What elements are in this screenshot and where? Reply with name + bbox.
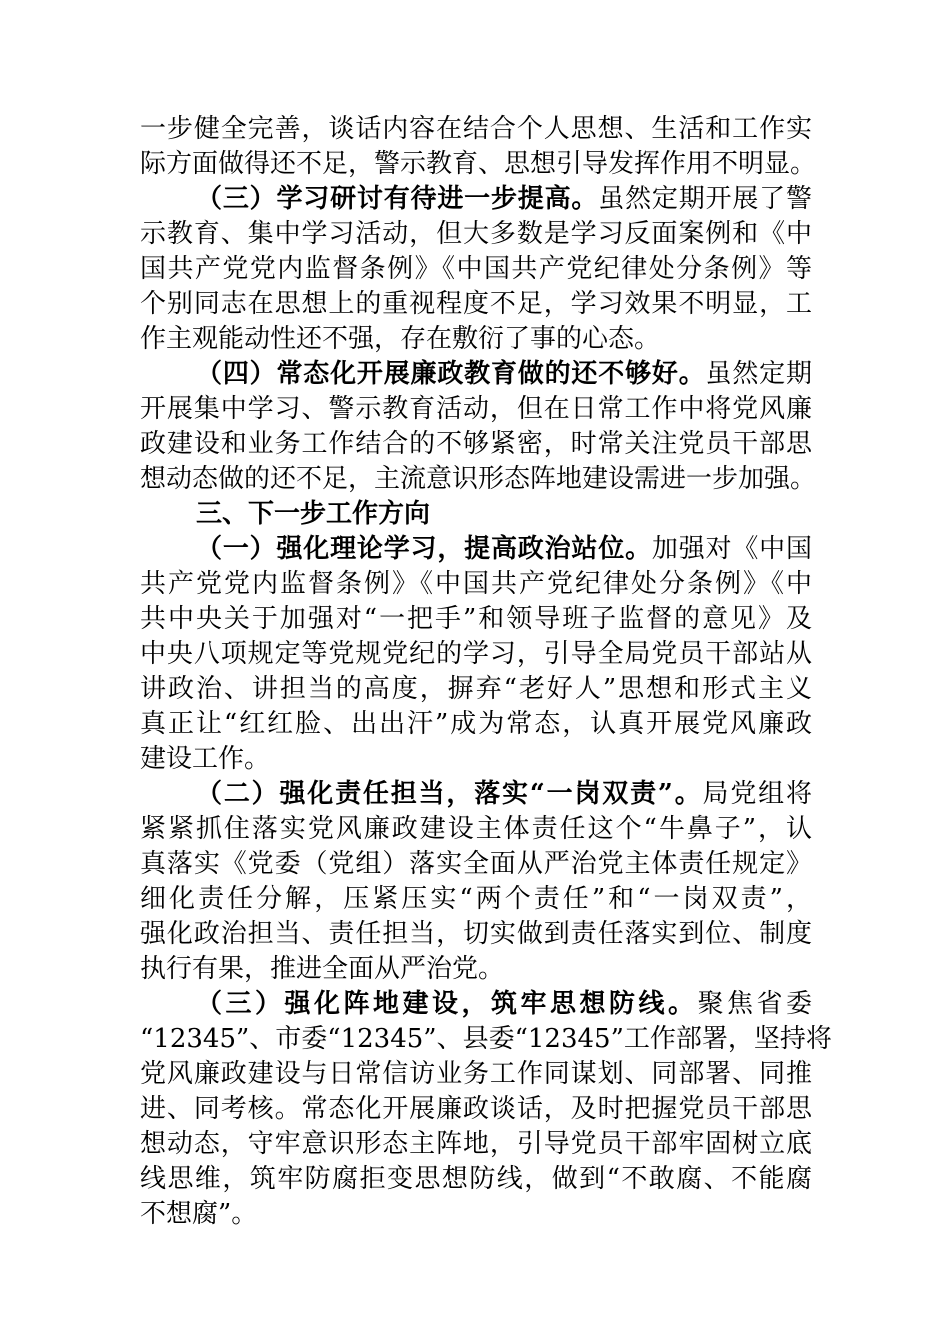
paragraph-lead: （四）常态化开展廉政教育做的还不够好。 bbox=[196, 359, 706, 389]
text-line: 讲政治、讲担当的高度，摒弃“老好人”思想和形式主义 bbox=[140, 674, 812, 704]
text-line: 个别同志在思想上的重视程度不足，学习效果不明显，工 bbox=[140, 289, 812, 319]
paragraph-text: 局党组将 bbox=[702, 779, 812, 809]
text-line: 建设工作。 bbox=[140, 744, 271, 774]
section-heading bbox=[140, 497, 812, 532]
paragraph-text: 加强对《中国 bbox=[651, 534, 812, 564]
text-line: 想动态做的还不足，主流意识形态阵地建设需进一步加强。 bbox=[140, 464, 817, 494]
text-line: 真正让“红红脸、出出汗”成为常态，认真开展党风廉政 bbox=[140, 709, 812, 739]
text-line: 执行有果，推进全面从严治党。 bbox=[140, 954, 505, 984]
text-line: 中央八项规定等党规党纪的学习，引导全局党员干部站从 bbox=[140, 639, 812, 669]
text-line: 不想腐”。 bbox=[140, 1199, 258, 1229]
paragraph-lead: （三）学习研讨有待进一步提高。 bbox=[196, 184, 599, 214]
text-line: 紧紧抓住落实党风廉政建设主体责任这个“牛鼻子”，认 bbox=[140, 814, 812, 844]
paragraph bbox=[140, 532, 812, 777]
paragraph-lead: （一）强化理论学习，提高政治站位。 bbox=[196, 534, 652, 564]
text-line: 进、同考核。常态化开展廉政谈话，及时把握党员干部思 bbox=[140, 1094, 812, 1124]
text-line: “12345”、市委“12345”、县委“12345”工作部署，坚持将 bbox=[140, 1024, 832, 1054]
text-line bbox=[140, 777, 812, 812]
text-line: 示教育、集中学习活动，但大多数是学习反面案例和《中 bbox=[140, 219, 812, 249]
text-line: 细化责任分解，压紧压实“两个责任”和“一岗双责”， bbox=[140, 884, 812, 914]
text-line: 开展集中学习、警示教育活动，但在日常工作中将党风廉 bbox=[140, 394, 812, 424]
text-line: 党风廉政建设与日常信访业务工作同谋划、同部署、同推 bbox=[140, 1059, 812, 1089]
paragraph-text: 聚焦省委 bbox=[697, 989, 812, 1019]
text-line: 真落实《党委（党组）落实全面从严治党主体责任规定》 bbox=[140, 849, 812, 879]
text-line bbox=[140, 182, 812, 217]
text-line bbox=[140, 357, 812, 392]
paragraph bbox=[140, 182, 812, 357]
paragraph bbox=[140, 357, 817, 497]
section-heading-text: 三、下一步工作方向 bbox=[196, 499, 431, 529]
text-line: 线思维，筑牢防腐拒变思想防线，做到“不敢腐、不能腐 bbox=[140, 1164, 812, 1194]
text-line: 政建设和业务工作结合的不够紧密，时常关注党员干部思 bbox=[140, 429, 812, 459]
document-body bbox=[140, 112, 832, 1232]
text-line bbox=[140, 532, 812, 567]
text-line: 作主观能动性还不强，存在敷衍了事的心态。 bbox=[140, 324, 661, 354]
text-line bbox=[140, 987, 812, 1022]
text-line: 际方面做得还不足，警示教育、思想引导发挥作用不明显。 bbox=[140, 149, 817, 179]
text-line: 国共产党党内监督条例》《中国共产党纪律处分条例》等 bbox=[140, 254, 812, 284]
paragraph bbox=[140, 112, 817, 182]
paragraph bbox=[140, 777, 812, 987]
paragraph bbox=[140, 987, 832, 1232]
paragraph-lead: （二）强化责任担当，落实“一岗双责”。 bbox=[196, 779, 703, 809]
text-line: 强化政治担当、责任担当，切实做到责任落实到位、制度 bbox=[140, 919, 812, 949]
text-line: 一步健全完善，谈话内容在结合个人思想、生活和工作实 bbox=[140, 114, 812, 144]
paragraph-text: 虽然定期开展了警 bbox=[598, 184, 812, 214]
text-line: 共产党党内监督条例》《中国共产党纪律处分条例》《中 bbox=[140, 569, 812, 599]
paragraph-lead: （三）强化阵地建设，筑牢思想防线。 bbox=[196, 989, 698, 1019]
text-line: 共中央关于加强对“一把手”和领导班子监督的意见》及 bbox=[140, 604, 812, 634]
paragraph-text: 虽然定期 bbox=[705, 359, 812, 389]
text-line: 想动态，守牢意识形态主阵地，引导党员干部牢固树立底 bbox=[140, 1129, 812, 1159]
